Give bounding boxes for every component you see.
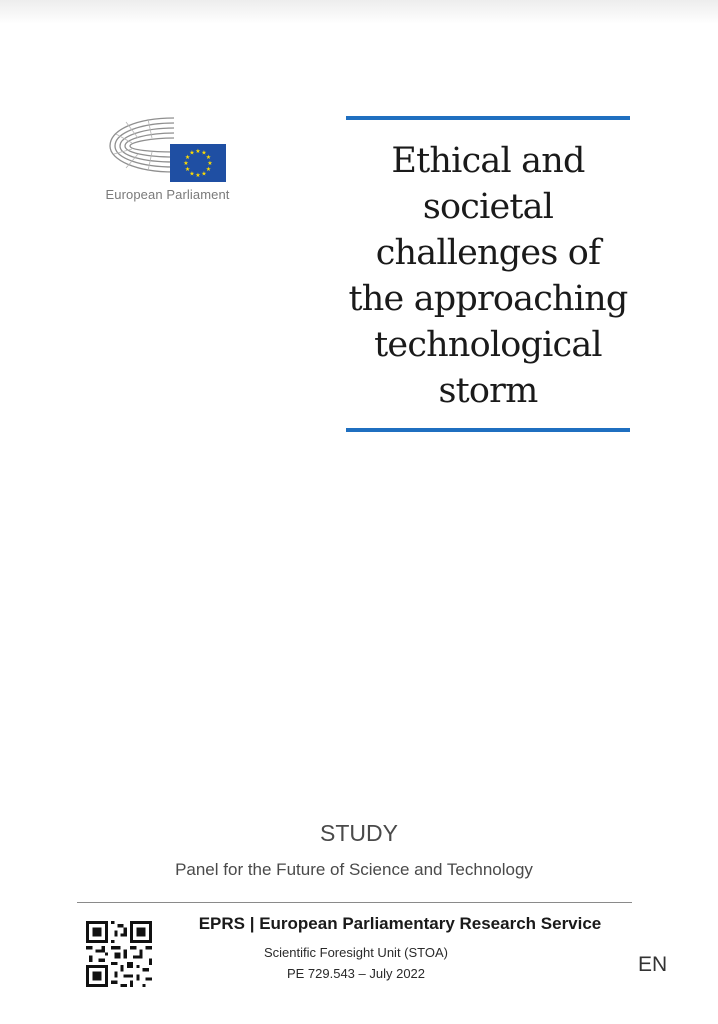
title-rule-top [346, 116, 630, 120]
title-line: challenges of [375, 233, 601, 273]
unit-name: Scientific Foresight Unit (STOA) [264, 945, 448, 960]
title-line: Ethical and [391, 141, 585, 181]
title-rule-bottom [346, 428, 630, 432]
svg-text:★: ★ [205, 166, 212, 173]
svg-text:★: ★ [207, 160, 213, 167]
title-line: technological [374, 325, 602, 365]
title-line: societal [422, 187, 554, 227]
title-line: storm [438, 371, 538, 411]
language-code: EN [638, 953, 668, 976]
svg-text:★: ★ [201, 170, 207, 178]
svg-text:★: ★ [195, 148, 201, 155]
panel-name: Panel for the Future of Science and Technology [175, 860, 533, 879]
document-reference: PE 729.543 – July 2022 [286, 966, 426, 981]
research-service-name: EPRS | European Parliamentary Research Service [198, 914, 602, 933]
european-parliament-logo [100, 112, 235, 207]
footer-divider [77, 902, 632, 903]
document-type: STUDY [320, 820, 398, 846]
svg-text:★: ★ [195, 172, 201, 179]
top-shade [0, 0, 718, 24]
svg-text:★: ★ [205, 154, 212, 161]
logo-caption: European Parliament [105, 187, 230, 202]
qr-code-icon[interactable] [86, 921, 152, 987]
svg-text:★: ★ [184, 166, 191, 173]
svg-text:★: ★ [183, 160, 189, 167]
document-title [346, 138, 630, 414]
svg-text:★: ★ [189, 149, 195, 157]
hemicycle-icon [106, 114, 176, 176]
svg-text:★: ★ [189, 170, 195, 178]
title-line: the approaching [348, 279, 628, 319]
svg-text:★: ★ [201, 149, 207, 157]
svg-text:★: ★ [184, 154, 191, 161]
eu-flag-icon [170, 144, 226, 182]
